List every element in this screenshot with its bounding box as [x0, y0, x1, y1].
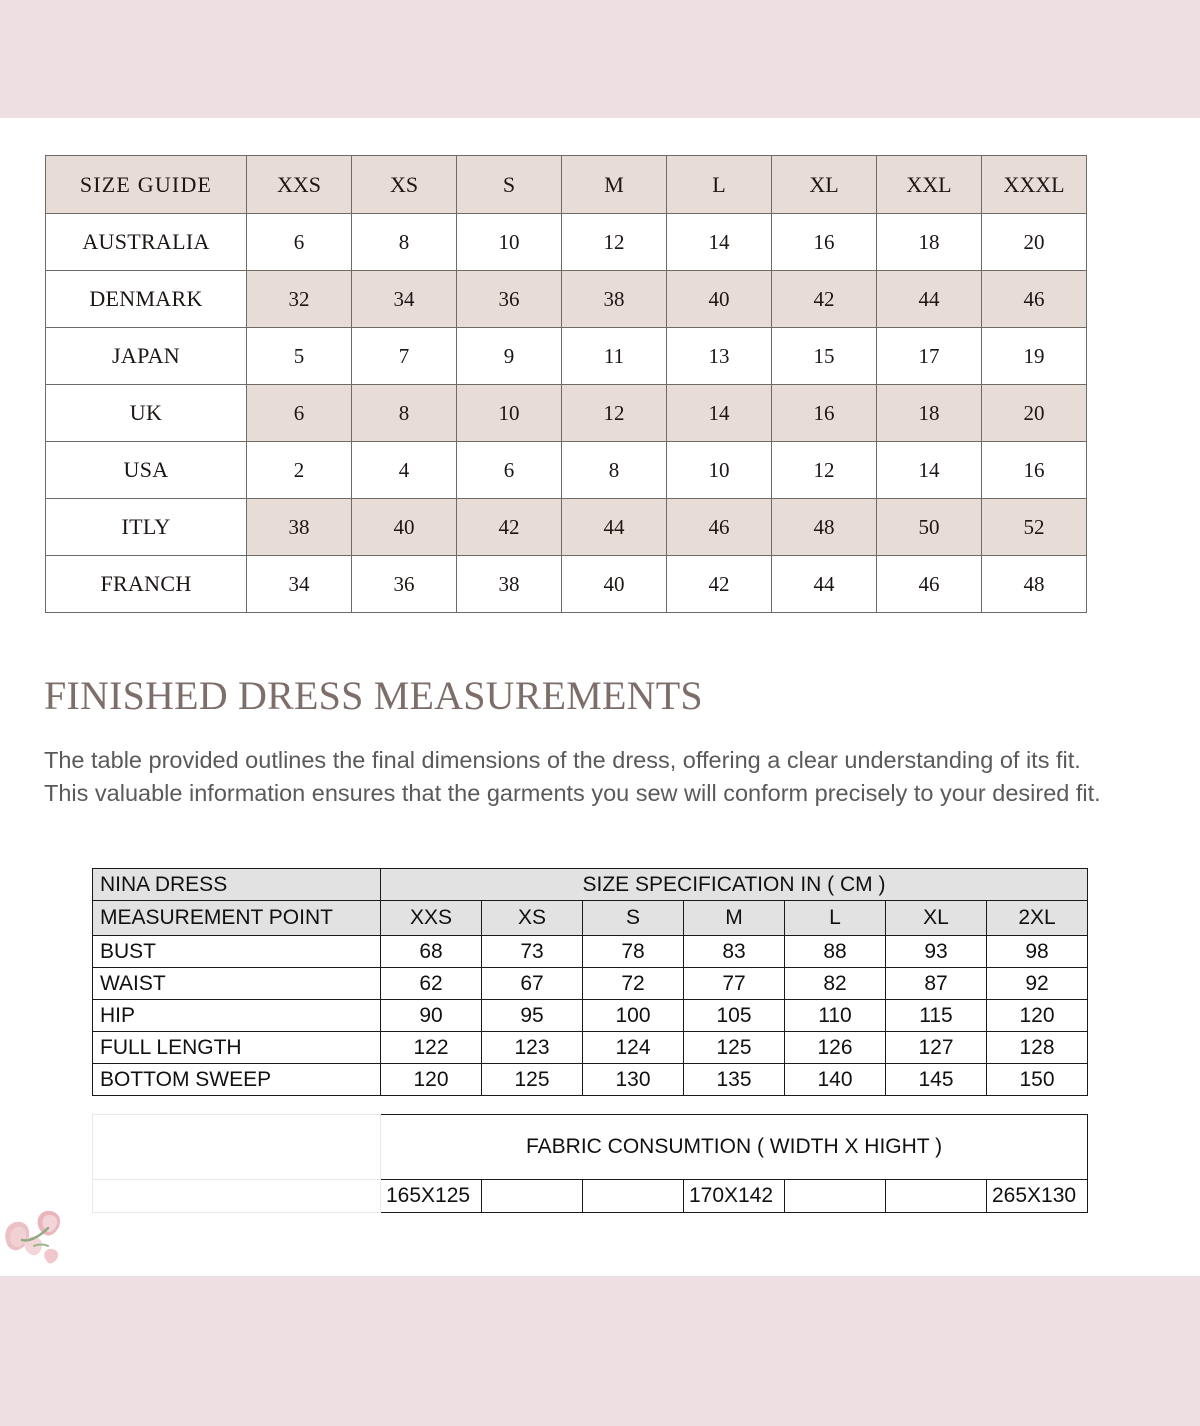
fabric-value: 265X130: [987, 1180, 1088, 1213]
fabric-value: [583, 1180, 684, 1213]
spec-size-header: 2XL: [987, 901, 1088, 936]
spec-size-header: S: [583, 901, 684, 936]
size-value: 14: [667, 214, 772, 271]
size-value: 4: [352, 442, 457, 499]
region-label: JAPAN: [46, 328, 247, 385]
measurement-value: 123: [482, 1032, 583, 1064]
fabric-value: 170X142: [684, 1180, 785, 1213]
fabric-empty-left: [93, 1180, 381, 1213]
spec-size-header: M: [684, 901, 785, 936]
measurement-value: 115: [886, 1000, 987, 1032]
size-guide-header-cell: XXS: [247, 156, 352, 214]
bottom-decorative-band: [0, 1276, 1200, 1426]
size-value: 14: [877, 442, 982, 499]
size-value: 14: [667, 385, 772, 442]
dress-spec-table-container: [92, 868, 1088, 1096]
measurement-value: 127: [886, 1032, 987, 1064]
size-guide-header-cell: XS: [352, 156, 457, 214]
measurement-label: BUST: [93, 936, 381, 968]
measurement-value: 120: [987, 1000, 1088, 1032]
measurement-label: FULL LENGTH: [93, 1032, 381, 1064]
size-value: 10: [667, 442, 772, 499]
region-label: FRANCH: [46, 556, 247, 613]
size-guide-corner-label: SIZE GUIDE: [46, 156, 247, 214]
size-value: 36: [352, 556, 457, 613]
measurement-value: 67: [482, 968, 583, 1000]
fabric-values-row: [93, 1180, 1088, 1213]
size-guide-header-cell: XXL: [877, 156, 982, 214]
size-value: 9: [457, 328, 562, 385]
table-row: [46, 556, 1087, 613]
measurement-value: 122: [381, 1032, 482, 1064]
dress-spec-table: [92, 868, 1088, 1096]
spec-size-header-row: [93, 901, 1088, 936]
size-value: 11: [562, 328, 667, 385]
size-value: 40: [352, 499, 457, 556]
size-value: 17: [877, 328, 982, 385]
measurement-value: 95: [482, 1000, 583, 1032]
fabric-value: [482, 1180, 583, 1213]
measurement-value: 73: [482, 936, 583, 968]
size-value: 32: [247, 271, 352, 328]
table-row: [46, 214, 1087, 271]
size-value: 46: [667, 499, 772, 556]
size-value: 10: [457, 385, 562, 442]
measurement-value: 125: [482, 1064, 583, 1096]
size-value: 42: [457, 499, 562, 556]
size-value: 16: [772, 214, 877, 271]
measurement-value: 150: [987, 1064, 1088, 1096]
spec-size-header: L: [785, 901, 886, 936]
measurement-value: 120: [381, 1064, 482, 1096]
measurement-value: 68: [381, 936, 482, 968]
fabric-empty-left: [93, 1115, 381, 1180]
measurement-label: WAIST: [93, 968, 381, 1000]
measurement-value: 100: [583, 1000, 684, 1032]
measurement-label: BOTTOM SWEEP: [93, 1064, 381, 1096]
fabric-value: [886, 1180, 987, 1213]
fabric-consumption-table: [92, 1114, 1088, 1213]
region-label: UK: [46, 385, 247, 442]
measurement-value: 140: [785, 1064, 886, 1096]
measurement-value: 83: [684, 936, 785, 968]
page-title: FINISHED DRESS MEASUREMENTS: [44, 673, 703, 718]
table-row: [46, 442, 1087, 499]
size-guide-header-row: [46, 156, 1087, 214]
size-value: 34: [247, 556, 352, 613]
size-guide-table: [45, 155, 1087, 613]
measurement-value: 72: [583, 968, 684, 1000]
table-row: [93, 1000, 1088, 1032]
size-value: 44: [772, 556, 877, 613]
measurement-value: 135: [684, 1064, 785, 1096]
size-value: 18: [877, 385, 982, 442]
fabric-value: [785, 1180, 886, 1213]
size-value: 48: [772, 499, 877, 556]
fabric-title-label: FABRIC CONSUMTION ( WIDTH X HIGHT ): [381, 1115, 1088, 1180]
size-value: 42: [772, 271, 877, 328]
size-value: 40: [562, 556, 667, 613]
product-name-label: NINA DRESS: [93, 869, 381, 901]
measurement-value: 145: [886, 1064, 987, 1096]
size-value: 12: [562, 214, 667, 271]
size-value: 6: [457, 442, 562, 499]
size-value: 19: [982, 328, 1087, 385]
measurement-value: 125: [684, 1032, 785, 1064]
region-label: AUSTRALIA: [46, 214, 247, 271]
table-row: [93, 1032, 1088, 1064]
table-row: [46, 499, 1087, 556]
size-value: 16: [982, 442, 1087, 499]
fabric-value: 165X125: [381, 1180, 482, 1213]
size-guide-header-cell: M: [562, 156, 667, 214]
measurement-value: 126: [785, 1032, 886, 1064]
size-value: 18: [877, 214, 982, 271]
measurement-value: 90: [381, 1000, 482, 1032]
size-value: 38: [457, 556, 562, 613]
size-value: 5: [247, 328, 352, 385]
size-guide-header-cell: XL: [772, 156, 877, 214]
size-value: 20: [982, 214, 1087, 271]
table-row: [46, 271, 1087, 328]
size-value: 42: [667, 556, 772, 613]
fabric-title-row: [93, 1115, 1088, 1180]
top-decorative-band: [0, 0, 1200, 118]
table-row: [46, 385, 1087, 442]
measurement-value: 128: [987, 1032, 1088, 1064]
size-value: 8: [352, 214, 457, 271]
spec-size-header: XS: [482, 901, 583, 936]
size-guide-header-cell: XXXL: [982, 156, 1087, 214]
intro-line-2: This valuable information ensures that the garments you sew will conform precisely to your desired fit.: [44, 780, 1101, 806]
size-value: 6: [247, 214, 352, 271]
size-value: 15: [772, 328, 877, 385]
measurement-value: 82: [785, 968, 886, 1000]
spec-size-header: XXS: [381, 901, 482, 936]
intro-paragraph: [44, 744, 1179, 810]
size-value: 38: [247, 499, 352, 556]
spec-size-header: XL: [886, 901, 987, 936]
size-value: 46: [982, 271, 1087, 328]
measurement-value: 105: [684, 1000, 785, 1032]
size-value: 12: [562, 385, 667, 442]
size-value: 36: [457, 271, 562, 328]
size-value: 34: [352, 271, 457, 328]
fabric-consumption-container: [92, 1114, 1088, 1213]
measurement-point-label: MEASUREMENT POINT: [93, 901, 381, 936]
size-value: 20: [982, 385, 1087, 442]
size-value: 7: [352, 328, 457, 385]
measurement-value: 87: [886, 968, 987, 1000]
table-row: [93, 936, 1088, 968]
measurement-value: 130: [583, 1064, 684, 1096]
measurement-value: 98: [987, 936, 1088, 968]
measurement-value: 124: [583, 1032, 684, 1064]
region-label: USA: [46, 442, 247, 499]
size-value: 12: [772, 442, 877, 499]
size-value: 10: [457, 214, 562, 271]
size-value: 52: [982, 499, 1087, 556]
spec-header-label: SIZE SPECIFICATION IN ( CM ): [381, 869, 1088, 901]
region-label: ITLY: [46, 499, 247, 556]
measurement-value: 62: [381, 968, 482, 1000]
measurement-label: HIP: [93, 1000, 381, 1032]
measurement-value: 110: [785, 1000, 886, 1032]
size-value: 44: [562, 499, 667, 556]
size-value: 8: [562, 442, 667, 499]
size-value: 16: [772, 385, 877, 442]
size-value: 8: [352, 385, 457, 442]
table-row: [46, 328, 1087, 385]
table-row: [93, 1064, 1088, 1096]
table-row: [93, 968, 1088, 1000]
region-label: DENMARK: [46, 271, 247, 328]
size-guide-header-cell: S: [457, 156, 562, 214]
size-value: 50: [877, 499, 982, 556]
measurement-value: 78: [583, 936, 684, 968]
measurement-value: 93: [886, 936, 987, 968]
measurement-value: 92: [987, 968, 1088, 1000]
spec-title-row: [93, 869, 1088, 901]
size-value: 48: [982, 556, 1087, 613]
size-value: 13: [667, 328, 772, 385]
size-value: 40: [667, 271, 772, 328]
size-guide-header-cell: L: [667, 156, 772, 214]
size-value: 44: [877, 271, 982, 328]
size-value: 38: [562, 271, 667, 328]
size-value: 2: [247, 442, 352, 499]
measurement-value: 88: [785, 936, 886, 968]
size-value: 6: [247, 385, 352, 442]
intro-line-1: The table provided outlines the final dimensions of the dress, offering a clear understanding of its fit.: [44, 747, 1081, 773]
size-guide-table-container: [45, 155, 1087, 613]
size-value: 46: [877, 556, 982, 613]
measurement-value: 77: [684, 968, 785, 1000]
